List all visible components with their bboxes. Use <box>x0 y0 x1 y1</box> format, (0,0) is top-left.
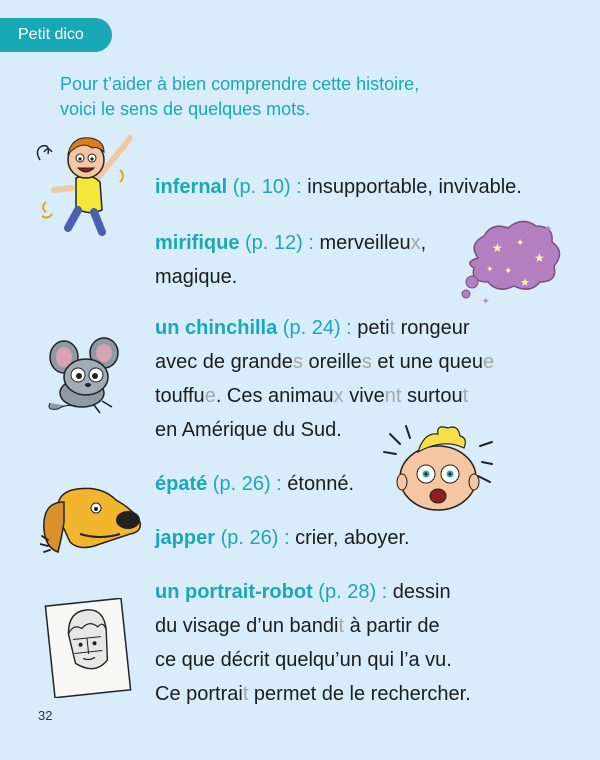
silent-letter: t <box>338 615 345 637</box>
silent-letter: nt <box>384 385 402 407</box>
entry-portrait-robot <box>155 575 585 711</box>
entry-epate <box>155 467 585 501</box>
chinchilla-illustration <box>42 335 124 415</box>
silent-letter: s <box>292 351 303 373</box>
stars-cloud-illustration <box>458 218 570 308</box>
definition-line: en Amérique du Sud. <box>155 419 342 441</box>
definition: Ce portrai <box>155 683 243 705</box>
definition: et une queu <box>371 351 484 373</box>
portrait-sketch-illustration <box>44 598 132 698</box>
intro-text <box>60 72 540 122</box>
page-number: 32 <box>38 708 53 723</box>
svg-text:✦: ✦ <box>544 224 553 235</box>
definition: surtou <box>401 385 463 407</box>
silent-letter: t <box>242 683 249 705</box>
definition-line: magique. <box>155 266 238 288</box>
page-ref: (p. 12) : <box>239 232 320 254</box>
intro-line-2: voici le sens de quelques mots. <box>60 99 311 119</box>
headword: japper <box>155 527 216 549</box>
section-tab: Petit dico <box>0 18 112 52</box>
definition: du visage d’un bandi <box>155 615 339 637</box>
definition: merveilleu <box>319 232 411 254</box>
svg-text:✦: ✦ <box>486 265 494 275</box>
page-ref: (p. 26) : <box>207 473 288 495</box>
definition-punct: , <box>420 232 427 254</box>
definition: à partir de <box>344 615 440 637</box>
definition: oreille <box>302 351 362 373</box>
definition: peti <box>357 317 390 339</box>
definition: étonné. <box>287 473 355 495</box>
headword: infernal <box>155 176 228 198</box>
silent-letter: s <box>361 351 372 373</box>
svg-text:★: ★ <box>520 276 530 289</box>
entry-chinchilla <box>155 311 585 447</box>
svg-text:★: ★ <box>534 251 545 265</box>
svg-text:✦: ✦ <box>482 297 490 307</box>
svg-text:★: ★ <box>492 241 503 255</box>
definition: . Ces animau <box>215 385 334 407</box>
silent-letter: e <box>204 385 216 407</box>
dancing-boy-illustration <box>32 132 142 240</box>
entry-japper <box>155 521 585 555</box>
definition: avec de grande <box>155 351 293 373</box>
definition: permet de le rechercher. <box>248 683 471 705</box>
silent-letter: e <box>483 351 495 373</box>
definition: crier, aboyer. <box>295 527 410 549</box>
entry-infernal <box>155 170 585 204</box>
headword: un portrait-robot <box>155 581 313 603</box>
svg-text:✦: ✦ <box>504 266 513 277</box>
intro-line-1: Pour t’aider à bien comprendre cette histoire, <box>60 74 420 94</box>
definition: rongeur <box>395 317 470 339</box>
definition: insupportable, invivable. <box>307 176 522 198</box>
svg-text:✦: ✦ <box>516 238 525 249</box>
page-ref: (p. 10) : <box>227 176 308 198</box>
headword: mirifique <box>155 232 240 254</box>
silent-letter: t <box>389 317 396 339</box>
definition-line: ce que décrit quelqu’un qui l’a vu. <box>155 649 452 671</box>
headword: épaté <box>155 473 208 495</box>
definition: vive <box>343 385 385 407</box>
silent-letter: t <box>462 385 469 407</box>
silent-letter: x <box>410 232 421 254</box>
silent-letter: x <box>333 385 344 407</box>
surprised-boy-illustration <box>382 424 494 516</box>
definition: dessin <box>392 581 451 603</box>
dog-illustration <box>40 484 144 558</box>
definition: touffu <box>155 385 205 407</box>
page-ref: (p. 26) : <box>215 527 296 549</box>
page-ref: (p. 28) : <box>312 581 393 603</box>
page-ref: (p. 24) : <box>277 317 358 339</box>
headword: un chinchilla <box>155 317 278 339</box>
